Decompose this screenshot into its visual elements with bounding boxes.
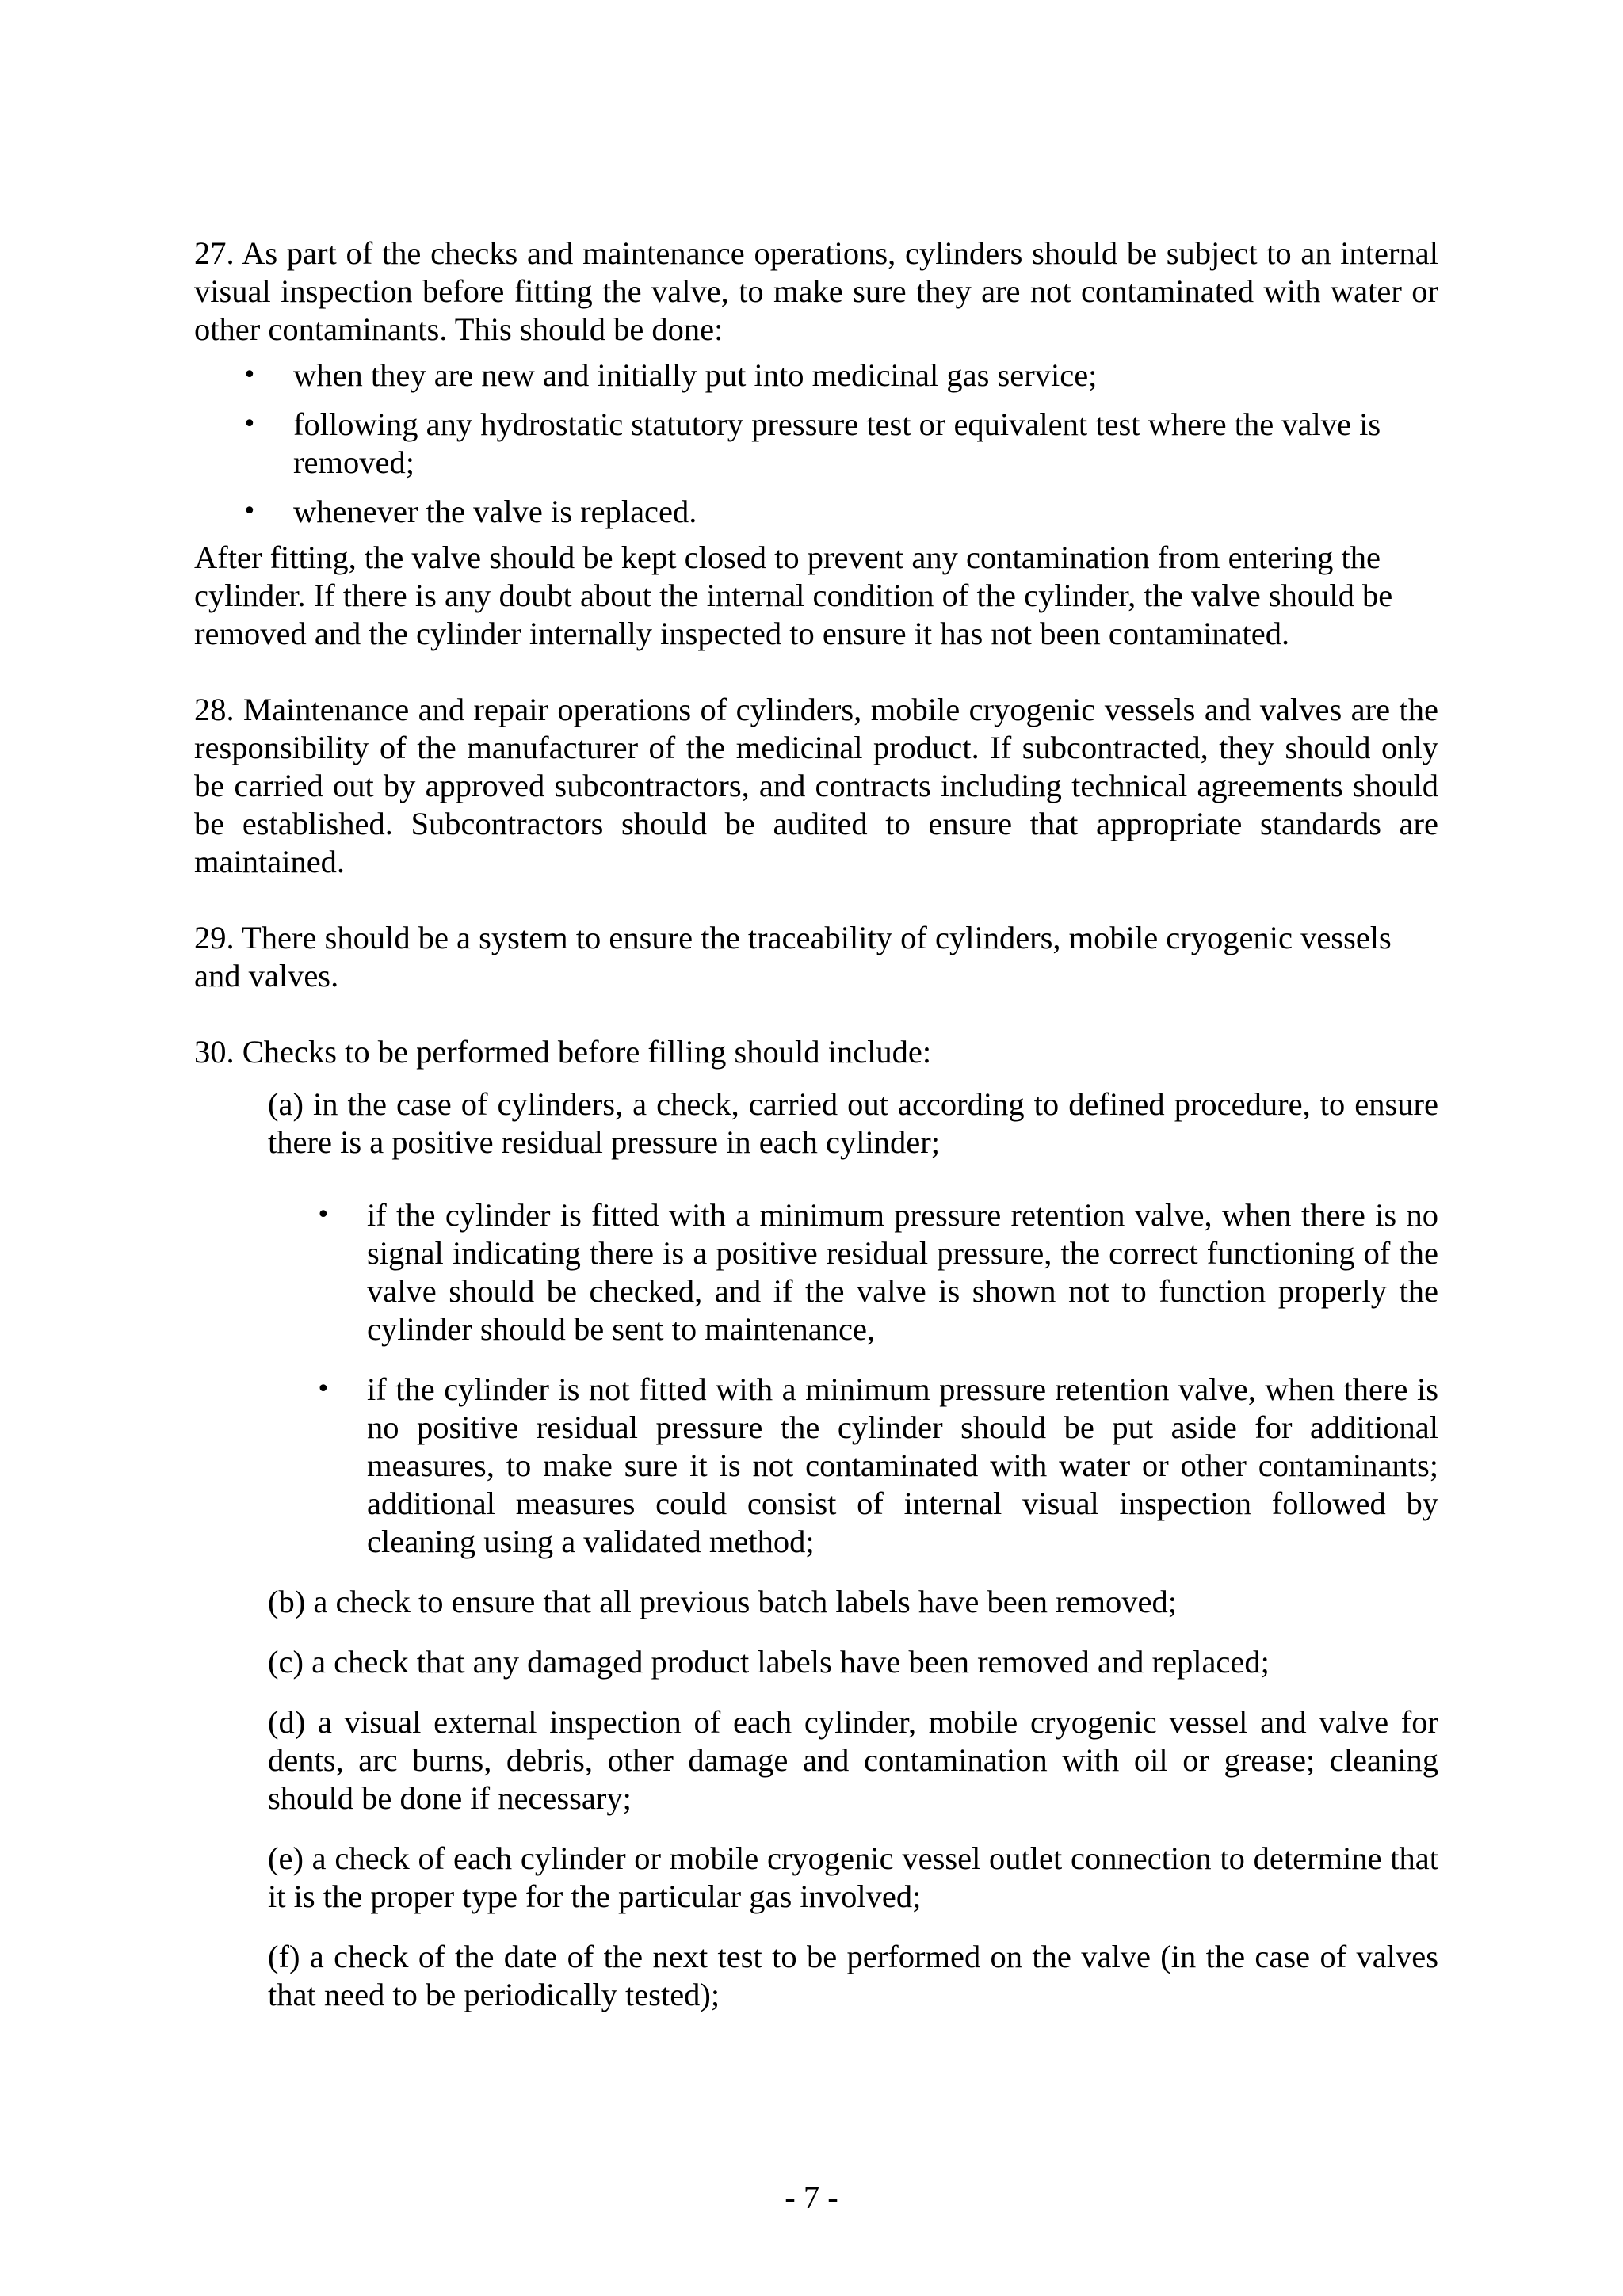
list-item (242, 406, 1438, 482)
subitem-b: (b) a check to ensure that all previous batch labels have been removed; (268, 1584, 1178, 1619)
section-28-text: 28. Maintenance and repair operations of cylinders, mobile cryogenic vessels and valves are the responsibility of the manufacturer of the medicinal product. If subcontracted, they should only be carried out by approved subcontractors, and contracts including technical agreements should be established. Subcontractors should be audited to ensure that appropriate standards are maintained. (194, 692, 1438, 879)
subitem-c: (c) a check that any damaged product labels have been removed and replaced; (268, 1644, 1270, 1680)
section-28 (194, 691, 1438, 881)
subitem-a-bullet-list (268, 1196, 1438, 1561)
subitem-e: (e) a check of each cylinder or mobile cryogenic vessel outlet connection to determine that it is the proper type for the particular gas involved; (268, 1840, 1438, 1914)
list-item-text: if the cylinder is not fitted with a minimum pressure retention valve, when there is no positive residual pressure the cylinder should be put aside for additional measures, to make sure it is not contaminated with water or other contaminants; additional measures could consist of internal visual inspection followed by cleaning using a validated method; (367, 1371, 1438, 1559)
document-page (194, 235, 1438, 2052)
section-27-intro: 27. As part of the checks and maintenance operations, cylinders should be subject to an internal visual inspection before fitting the valve, to make sure they are not contaminated with water or other contaminants. This should be done: (194, 235, 1438, 347)
subitem-d: (d) a visual external inspection of each cylinder, mobile cryogenic vessel and valve for dents, arc burns, debris, other damage and contamination with oil or grease; cleaning should be done if necessary; (268, 1704, 1438, 1816)
section-27-bullet-list (194, 357, 1438, 531)
list-item-text: if the cylinder is fitted with a minimum pressure retention valve, when there is no signal indicating there is a positive residual pressure, the correct functioning of the valve should be checked, and if the valve is shown not to function properly the cylinder should be sent to maintenance, (367, 1197, 1438, 1347)
list-item-text: whenever the valve is replaced. (293, 494, 697, 529)
list-item (316, 1196, 1438, 1348)
bullet-icon: • (316, 1201, 330, 1229)
section-30-intro: 30. Checks to be performed before filling should include: (194, 1034, 932, 1070)
section-29 (194, 919, 1438, 995)
subitem-a: (a) in the case of cylinders, a check, carried out according to defined procedure, to ensure there is a positive residual pressure in each cylinder; (268, 1086, 1438, 1160)
page-number: - 7 - (785, 2180, 838, 2215)
section-30-subitems (268, 1085, 1438, 2014)
list-item (242, 357, 1438, 395)
list-item (316, 1371, 1438, 1561)
section-30 (194, 1033, 1438, 2014)
bullet-icon: • (316, 1375, 330, 1403)
subitem-f: (f) a check of the date of the next test to be performed on the valve (in the case of valves that need to be periodically tested); (268, 1939, 1438, 2012)
section-27-closing: After fitting, the valve should be kept closed to prevent any contamination from entering the cylinder. If there is any doubt about the internal condition of the cylinder, the valve should be removed and the cylinder internally inspected to ensure it has not been contaminated. (194, 540, 1393, 651)
section-29-text: 29. There should be a system to ensure the traceability of cylinders, mobile cryogenic vessels and valves. (194, 920, 1392, 994)
section-27 (194, 235, 1438, 653)
list-item (242, 493, 1438, 531)
list-item-text: when they are new and initially put into medicinal gas service; (293, 357, 1098, 393)
bullet-icon: • (242, 410, 257, 438)
bullet-icon: • (242, 361, 257, 389)
list-item-text: following any hydrostatic statutory pressure test or equivalent test where the valve is removed; (293, 406, 1381, 480)
bullet-icon: • (242, 498, 257, 525)
